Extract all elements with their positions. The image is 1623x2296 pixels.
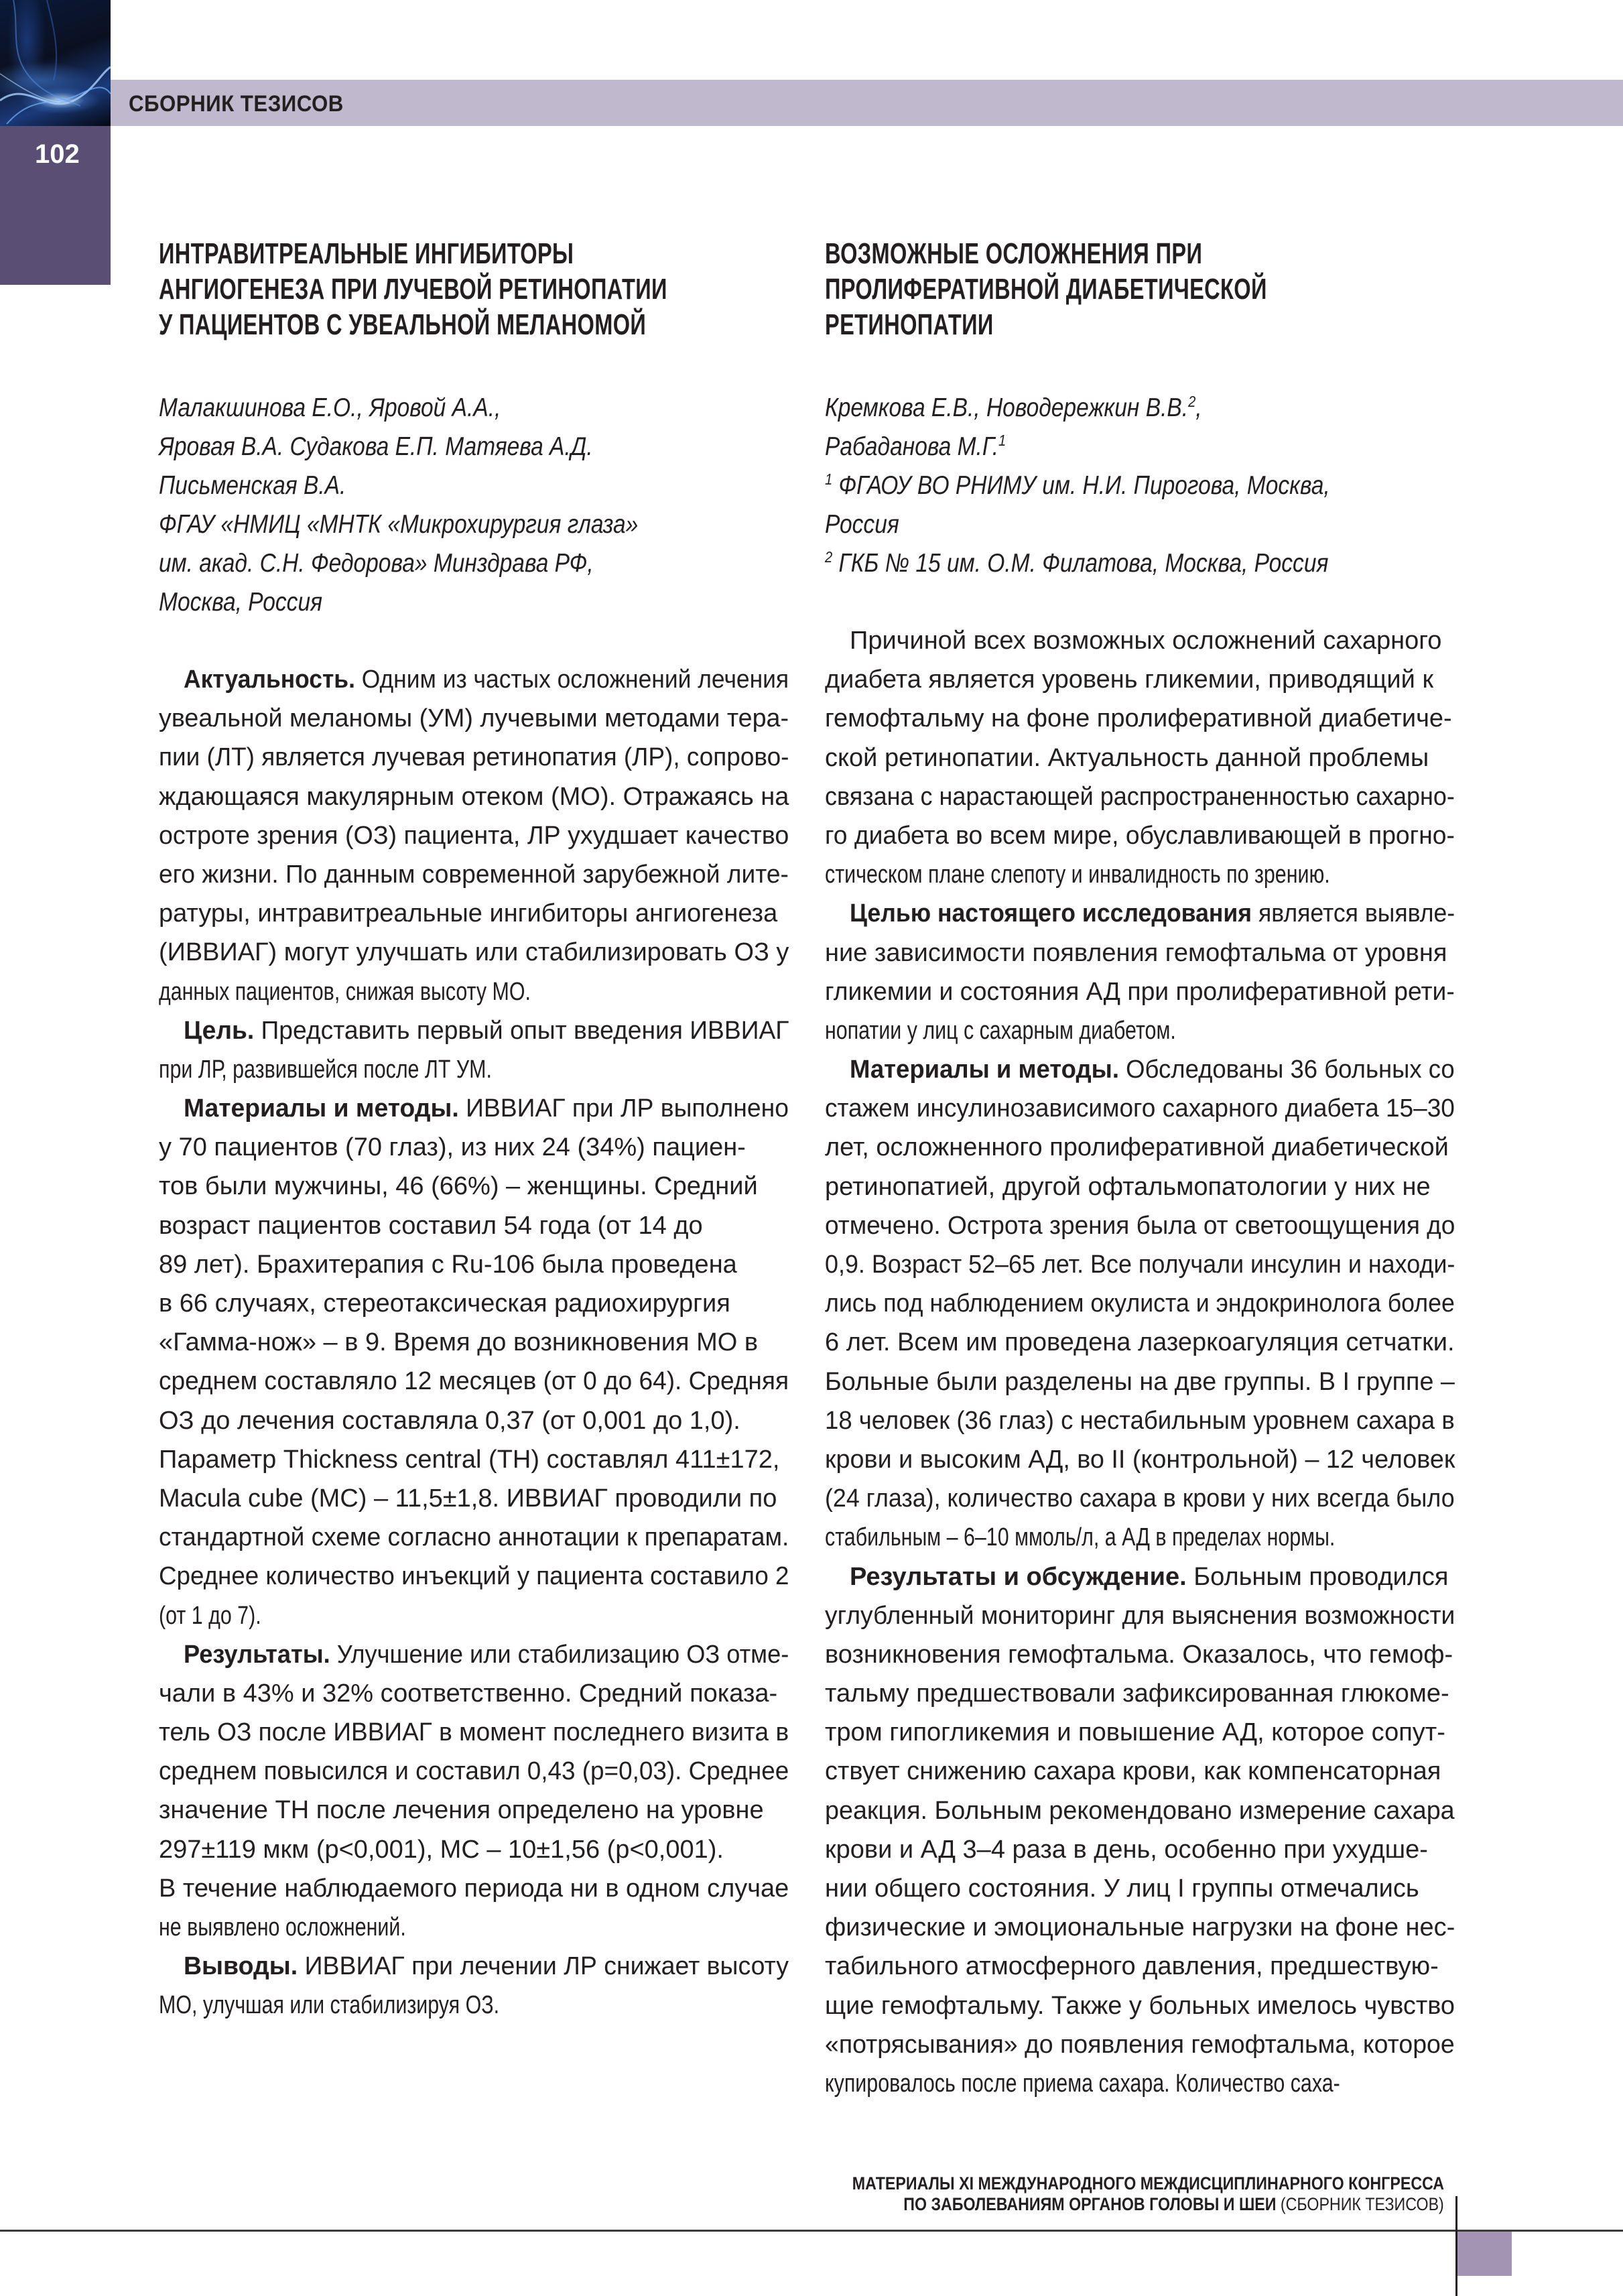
text-line: Результаты и обсуждение. Больным проводился [850, 1562, 1449, 1591]
text-line: его жизни. По данным современной зарубежной лите- [159, 860, 789, 889]
text-line: в 66 случаях, стереотаксическая радиохирургия [159, 1289, 730, 1318]
title-line: ВОЗМОЖНЫЕ ОСЛОЖНЕНИЯ ПРИ [825, 237, 1203, 270]
text-line: ние зависимости появления гемофтальма от уровня [825, 938, 1447, 967]
affiliation-line: $^1$ ФГАОУ ВО РНИМУ им. Н.И. Пирогова, Москва, [825, 470, 1330, 500]
text-line: Цель. Представить первый опыт введения ИВВИАГ [184, 1016, 789, 1045]
text-line: Выводы. ИВВИАГ при лечении ЛР снижает высоту [184, 1952, 789, 1981]
affiliation-line: Россия [825, 510, 899, 539]
text-line: 0,9. Возраст 52–65 лет. Все получали инсулин и находи- [825, 1251, 1455, 1279]
text-line: гликемии и состояния АД при пролиферативной рети- [825, 977, 1455, 1006]
footer-conference-title: МАТЕРИАЛЫ XI МЕЖДУНАРОДНОГО МЕЖДИСЦИПЛИНАРНОГО КОНГРЕССА [852, 2173, 1444, 2193]
text-line: МО, улучшая или стабилизируя ОЗ. [159, 1991, 500, 2020]
text-line: у 70 пациентов (70 глаз), из них 24 (34%) пациен- [159, 1133, 746, 1162]
paragraph [159, 1089, 789, 1635]
affiliation-line: ФГАУ «НМИЦ «МНТК «Микрохирургия глаза» [159, 510, 639, 539]
affiliation-line: $^2$ ГКБ № 15 им. О.М. Филатова, Москва, Россия [825, 548, 1329, 578]
text-line: го диабета во всем мире, обуславливающей в прогно- [825, 821, 1455, 850]
section-label: СБОРНИК ТЕЗИСОВ [129, 91, 344, 117]
paragraph [159, 1011, 789, 1089]
section-lead: Результаты и обсуждение. [850, 1562, 1187, 1591]
text-line: остроте зрения (ОЗ) пациента, ЛР ухудшает качество [159, 821, 789, 850]
text-line: диабета является уровень гликемии, приводящий к [825, 665, 1434, 694]
text-line: ретинопатией, другой офтальмопатологии у них не [825, 1172, 1431, 1201]
text-line: лись под наблюдением окулиста и эндокринолога более [825, 1289, 1455, 1318]
footer-conference-subtitle: ПО ЗАБОЛЕВАНИЯМ ОРГАНОВ ГОЛОВЫ И ШЕИ (СБОРНИК ТЕЗИСОВ) [903, 2194, 1444, 2214]
text-line: стическом плане слепоту и инвалидность по зрению. [825, 860, 1330, 889]
text-line: физические и эмоциональные нагрузки на фоне нес- [825, 1913, 1455, 1942]
affiliation-line: Москва, Россия [159, 588, 323, 617]
section-lead: Материалы и методы. [184, 1094, 459, 1123]
title-line: У ПАЦИЕНТОВ С УВЕАЛЬНОЙ МЕЛАНОМОЙ [159, 308, 647, 341]
text-line: В течение наблюдаемого периода ни в одном случае [159, 1874, 789, 1903]
text-line: щие гемофтальму. Также у больных имелось чувство [825, 1991, 1455, 2020]
text-line: углубленный мониторинг для выяснения возможности [825, 1601, 1455, 1630]
text-line: 89 лет). Брахитерапия с Ru-106 была проведена [159, 1250, 737, 1279]
text-line: возраст пациентов составил 54 года (от 14 до [159, 1211, 703, 1240]
text-line: реакция. Больным рекомендовано измерение сахара [825, 1796, 1455, 1825]
title-line: АНГИОГЕНЕЗА ПРИ ЛУЧЕВОЙ РЕТИНОПАТИИ [159, 273, 667, 306]
title-line: РЕТИНОПАТИИ [825, 308, 994, 341]
title-line: ПРОЛИФЕРАТИВНОЙ ДИАБЕТИЧЕСКОЙ [825, 273, 1267, 306]
text-line: 6 лет. Всем им проведена лазеркоагуляция сетчатки. [825, 1328, 1455, 1357]
page-number-strip [0, 126, 111, 285]
text-line: крови и АД 3–4 раза в день, особенно при ухудше- [825, 1835, 1428, 1864]
author-line: Малакшинова Е.О., Яровой А.А., [159, 393, 501, 422]
section-lead: Материалы и методы. [850, 1056, 1119, 1084]
affiliation-line: им. акад. С.Н. Федорова» Минздрава РФ, [159, 549, 594, 578]
text-line: среднем повысился и составил 0,43 (p=0,03). Среднее [159, 1757, 789, 1786]
light-wave-icon [0, 0, 111, 126]
text-line: Причиной всех возможных осложнений сахарного [850, 627, 1442, 655]
text-line: данных пациентов, снижая высоту МО. [159, 977, 531, 1006]
section-lead: Выводы. [184, 1952, 298, 1981]
text-line: Целью настоящего исследования является выявле- [850, 899, 1455, 928]
text-line: стандартной схеме согласно аннотации к препаратам. [159, 1523, 789, 1552]
text-line: табильного атмосферного давления, предшествую- [825, 1952, 1439, 1981]
author-line: Кремкова Е.В., Новодережкин В.В.$^2$, [825, 393, 1202, 422]
text-line: ОЗ до лечения составляла 0,37 (от 0,001 до 1,0). [159, 1406, 740, 1435]
text-line: Больные были разделены на две группы. В I группе – [825, 1367, 1455, 1396]
text-line: тром гипогликемия и повышение АД, которое сопут- [825, 1718, 1445, 1747]
text-line: связана с нарастающей распространенностью сахарно- [825, 782, 1455, 811]
text-line: значение TH после лечения определено на уровне [159, 1796, 764, 1825]
text-line: (24 глаза), количество сахара в крови у них всегда было [825, 1484, 1455, 1513]
footer-divider [0, 2230, 1623, 2232]
paragraph [825, 1557, 1455, 2104]
text-line: ской ретинопатии. Актуальность данной проблемы [825, 743, 1429, 772]
paragraph [825, 894, 1455, 1050]
text-line: стабильным – 6–10 ммоль/л, а АД в пределах нормы. [825, 1523, 1336, 1552]
text-line: Результаты. Улучшение или стабилизацию ОЗ отме- [184, 1640, 789, 1669]
article-body-right [825, 621, 1455, 2103]
text-line: 297±119 мкм (p<0,001), MC – 10±1,56 (p<0,001). [159, 1835, 724, 1864]
section-lead: Цель. [184, 1016, 255, 1045]
text-line: тель ОЗ после ИВВИАГ в момент последнего визита в [159, 1718, 789, 1747]
text-line: отмечено. Острота зрения была от светоощущения до [825, 1211, 1455, 1240]
author-line: Письменская В.А. [159, 471, 346, 500]
text-line: Материалы и методы. ИВВИАГ при ЛР выполнено [184, 1094, 789, 1123]
text-line: увеальной меланомы (УМ) лучевыми методами тера- [159, 704, 789, 733]
article-title-left [159, 236, 802, 342]
text-line: 18 человек (36 глаз) с нестабильным уровнем сахара в [825, 1406, 1455, 1435]
text-line: не выявлено осложнений. [159, 1913, 406, 1941]
footer-accent-box [1457, 2232, 1512, 2276]
author-line: Яровая В.А. Судакова Е.П. Матяева А.Д. [159, 432, 593, 461]
article-title-right [825, 236, 1468, 342]
text-line: тов были мужчины, 46 (66%) – женщины. Средний [159, 1172, 758, 1201]
text-line: гемофтальму на фоне пролиферативной диабетиче- [825, 704, 1452, 733]
text-line: крови и высоким АД, во II (контрольной) – 12 человек [825, 1445, 1455, 1474]
text-line: Macula cube (MC) – 11,5±1,8. ИВВИАГ проводили по [159, 1484, 777, 1513]
text-line: лет, осложненного пролиферативной диабетической [825, 1133, 1449, 1162]
authors-left [159, 389, 802, 622]
text-line: Материалы и методы. Обследованы 36 больных со [850, 1056, 1455, 1084]
text-line: нии общего состояния. У лиц I группы отмечались [825, 1874, 1419, 1903]
text-line: ждающаяся макулярным отеком (МО). Отражаясь на [159, 782, 789, 811]
paragraph [159, 660, 789, 1011]
text-line: «потрясывания» до появления гемофтальма, которое [825, 2030, 1455, 2059]
text-line: (ИВВИАГ) могут улучшать или стабилизировать ОЗ у [159, 938, 789, 967]
text-line: (от 1 до 7). [159, 1601, 261, 1630]
text-line: нопатии у лиц с сахарным диабетом. [825, 1016, 1176, 1045]
paragraph [159, 1635, 789, 1948]
text-line: чали в 43% и 32% соответственно. Средний показа- [159, 1679, 778, 1708]
text-line: пии (ЛТ) является лучевая ретинопатия (ЛР), сопрово- [159, 743, 789, 772]
text-line: Среднее количество инъекций у пациента составило 2 [159, 1562, 789, 1591]
text-line: Актуальность. Одним из частых осложнений лечения [184, 665, 789, 694]
text-line: купировалось после приема сахара. Количество саха- [825, 2069, 1340, 2098]
text-line: тальму предшествовали зафиксированная глюкоме- [825, 1679, 1449, 1708]
paragraph [825, 1050, 1455, 1557]
text-line: среднем составляло 12 месяцев (от 0 до 64). Средняя [159, 1367, 789, 1396]
authors-right [825, 389, 1468, 583]
paragraph [825, 621, 1455, 894]
text-line: стажем инсулинозависимого сахарного диабета 15–30 [825, 1094, 1455, 1123]
text-line: «Гамма-нож» – в 9. Время до возникновения МО в [159, 1328, 759, 1357]
text-line: ратуры, интравитреальные ингибиторы ангиогенеза [159, 899, 778, 928]
article-body-left [159, 660, 789, 2025]
text-line: при ЛР, развившейся после ЛТ УМ. [159, 1055, 492, 1084]
title-line: ИНТРАВИТРЕАЛЬНЫЕ ИНГИБИТОРЫ [159, 237, 574, 270]
text-line: возникновения гемофтальма. Оказалось, что гемоф- [825, 1640, 1453, 1669]
section-lead: Результаты. [184, 1640, 330, 1669]
page-number: 102 [35, 139, 80, 169]
author-line: Рабаданова М.Г.$^1$ [825, 432, 1007, 461]
decorative-corner-image [0, 0, 111, 126]
section-header-band [111, 80, 1623, 126]
section-lead: Целью настоящего исследования [850, 899, 1252, 928]
text-line: Параметр Thickness central (TH) составлял 411±172, [159, 1445, 780, 1474]
section-lead: Актуальность. [184, 665, 355, 694]
text-line: ствует снижению сахара крови, как компенсаторная [825, 1757, 1441, 1786]
paragraph [159, 1947, 789, 2025]
